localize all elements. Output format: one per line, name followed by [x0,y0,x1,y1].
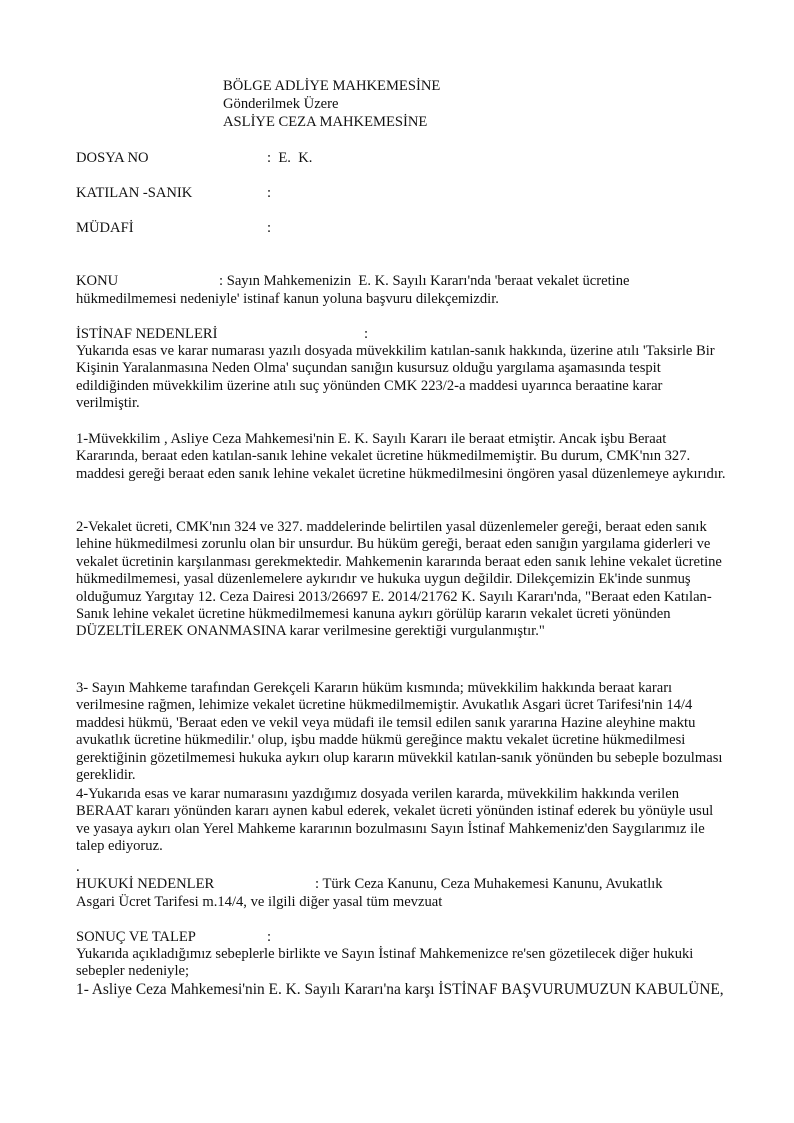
appeal-grounds-intro: Yukarıda esas ve karar numarası yazılı dosyada müvekkilim katılan-sanık hakkında, üzerine atılı 'Taksirle Bir Kişinin Yaralanmasına Neden Olma' suçundan sanığın kusursuz olduğu yargılama aşamasında tespit edildiğinden müvekkilim üzerine atılı suç yönünden CMK 223/2-a maddesi uyarınca beraatine karar verilmiştir. [76,343,715,412]
legal-grounds-label: HUKUKİ NEDENLER [76,876,215,892]
defense-counsel-label: MÜDAFİ [76,220,134,236]
legal-grounds-line-1: : Türk Ceza Kanunu, Ceza Muhakemesi Kanunu, Avukatlık [315,876,663,892]
appeal-grounds-heading: İSTİNAF NEDENLERİ [76,326,218,342]
defense-counsel-value: : [267,220,272,236]
ground-paragraph-1: 1-Müvekkilim , Asliye Ceza Mahkemesi'nin E. K. Sayılı Kararı ile beraat etmiştir. Ancak işbu Beraat Kararında, beraat eden katılan-sanık lehine vekalet ücretine hükmedilmemiştir. Bu durum, CMK'nın 327. maddesi gereği beraat eden sanık lehine vekalet ücretine hükmedilmesini öngören yasal düzenlemeye aykırıdır. [76,431,726,482]
ground-paragraph-3: 3- Sayın Mahkeme tarafından Gerekçeli Kararın hüküm kısmında; müvekkilim hakkında beraat kararı verilmesine rağmen, lehimize vekalet ücretine hükmedilmemiştir. Avukatlık Asgari ücret Tarifesi'nin 14/4 maddesi hükmü, 'Beraat eden ve vekil veya müdafi ile temsil edilen sanık yararına Hazine aleyhine maktu avukatlık ücretine hükmedilir.' olup, işbu madde hükmü gereğince maktu vekalet ücretine hükmedilmesi gerektiğinin gözetilmemesi hukuka aykırı olup kararın müvekkil katılan-sanık yönünden bu sebeple bozulması gereklidir. [76,680,723,784]
legal-grounds-line-2: Asgari Ücret Tarifesi m.14/4, ve ilgili diğer yasal tüm mevzuat [76,894,443,910]
appeal-grounds-colon: : [364,326,369,342]
conclusion-item-1: 1- Asliye Ceza Mahkemesi'nin E. K. Sayılı Kararı'na karşı İSTİNAF BAŞVURUMUZUN KABULÜNE, [76,981,724,998]
conclusion-label: SONUÇ VE TALEP [76,929,196,945]
ground-paragraph-2: 2-Vekalet ücreti, CMK'nın 324 ve 327. maddelerinde belirtilen yasal düzenlemeler gereği, beraat eden sanık lehine hükmedilmesi zorunlu olan bir unsurdur. Bu hüküm gereği, beraat eden sanığın yargılama giderleri ve vekalet ücretinin karşılanması gerekmektedir. Mahkemenin kararında beraat eden sanık lehine vekalet ücretine hükmedilmemesi, yasal düzenlemelere aykırıdır ve hukuka uygun değildir. Dilekçemizin Ek'inde sunmuş olduğumuz Yargıtay 12. Ceza Dairesi 2013/26697 E. 2014/21762 K. Sayılı Kararı'nda, "Beraat eden Katılan-Sanık lehine vekalet ücretine hükmedilmemesi kanuna aykırı görülüp kararın vekalet ücreti yönünden DÜZELTİLEREK ONANMASINA karar verilmesine gerektiği vurgulanmıştır." [76,519,722,640]
subject-line-1: : Sayın Mahkemenizin E. K. Sayılı Kararı'nda 'beraat vekalet ücretine [219,273,630,289]
subject-label: KONU [76,273,119,289]
ground-paragraph-4: 4-Yukarıda esas ve karar numarasını yazdığımız dosyada verilen kararda, müvekkilim hakkında verilen BERAAT kararı yönünden kararı aynen kabul ederek, vekalet ücreti yönünden istinaf ederek bu yönüyle usul ve yasaya aykırı olan Yerel Mahkeme kararının bozulmasını Sayın İstinaf Mahkemeniz'den Saygılarımız ile talep ediyoruz. [76,786,714,855]
stray-dot: . [76,859,80,875]
addressee-note: Gönderilmek Üzere [223,96,339,112]
addressee-first-instance: ASLİYE CEZA MAHKEMESİNE [223,114,428,130]
file-no-label: DOSYA NO [76,150,149,166]
subject-line-2: hükmedilmemesi nedeniyle' istinaf kanun yoluna başvuru dilekçemizdir. [76,291,499,307]
intervening-defendant-label: KATILAN -SANIK [76,185,193,201]
intervening-defendant-value: : [267,185,272,201]
file-no-value: : E. K. [267,150,313,166]
conclusion-intro: Yukarıda açıkladığımız sebeplerle birlikte ve Sayın İstinaf Mahkemenizce re'sen gözetilecek diğer hukuki sebepler nedeniyle; [76,946,694,980]
conclusion-colon: : [267,929,272,945]
addressee-court: BÖLGE ADLİYE MAHKEMESİNE [223,78,441,94]
